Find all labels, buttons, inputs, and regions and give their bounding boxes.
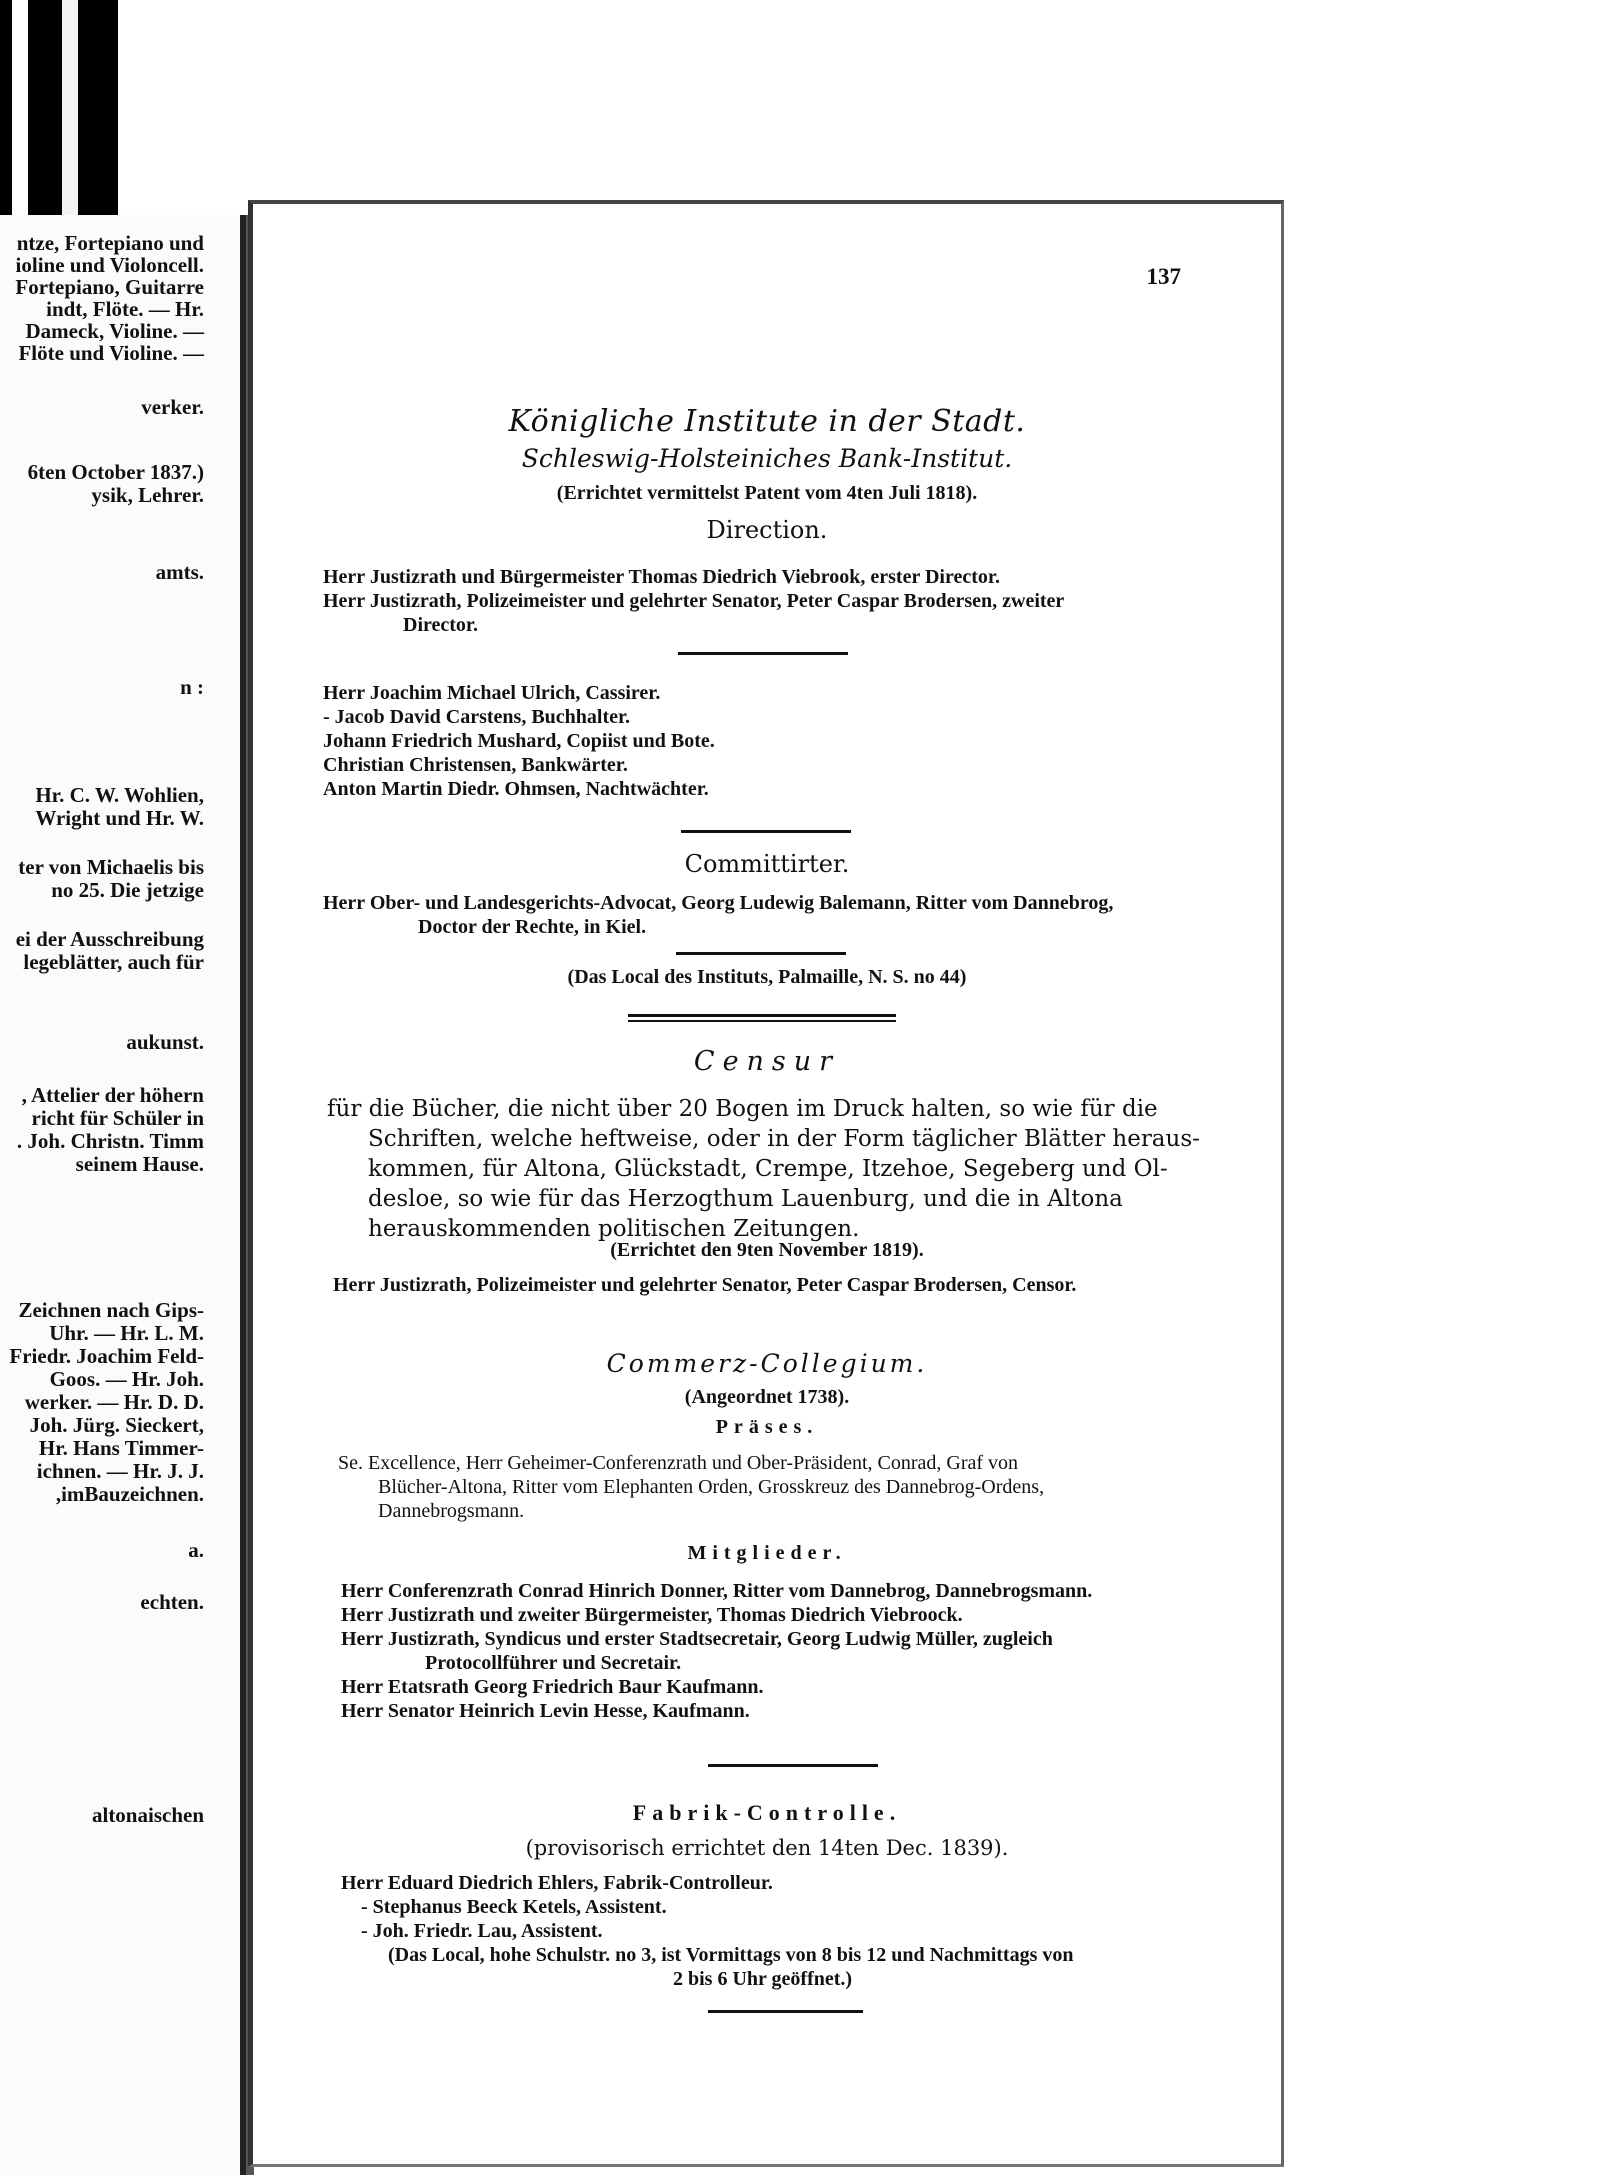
fabrik-line: - Joh. Friedr. Lau, Assistent.	[361, 1920, 603, 1942]
divider	[681, 830, 851, 833]
praeses-line: Se. Excellence, Herr Geheimer-Conferenzrath und Ober-Präsident, Conrad, Graf von	[338, 1452, 1019, 1474]
censur-line: für die Bücher, die nicht über 20 Bogen im Druck halten, so wie für die	[327, 1096, 1158, 1122]
censur-established: (Errichtet den 9ten November 1819).	[610, 1239, 924, 1261]
left-line: . Joh. Christn. Timm	[16, 1129, 204, 1153]
fabrik-line: - Stephanus Beeck Ketels, Assistent.	[361, 1896, 667, 1918]
left-line: verker.	[141, 395, 204, 419]
left-line: ter von Michaelis bis	[18, 855, 204, 879]
left-line: Friedr. Joachim Feld-	[9, 1344, 204, 1368]
left-line: ysik, Lehrer.	[91, 483, 204, 507]
left-line: werker. — Hr. D. D.	[24, 1390, 204, 1414]
censur-paragraph	[327, 1094, 1207, 1244]
fabrik-heading: Fabrik-Controlle.	[632, 1800, 902, 1825]
left-line: legeblätter, auch für	[23, 950, 204, 974]
direction-line: Herr Justizrath, Polizeimeister und gelehrter Senator, Peter Caspar Brodersen, zweiter	[323, 590, 1065, 612]
direction-heading: Direction.	[706, 516, 828, 544]
left-line: ei der Ausschreibung	[15, 927, 204, 951]
left-line: ioline und Violoncell.	[15, 253, 204, 277]
established-note: (Errichtet vermittelst Patent vom 4ten Juli 1818).	[556, 482, 978, 504]
left-line: seinem Hause.	[75, 1152, 204, 1176]
left-line: Flöte und Violine. —	[18, 341, 204, 365]
divider	[708, 2010, 863, 2013]
left-line: ,imBauzeichnen.	[55, 1482, 204, 1506]
left-line: altonaischen	[91, 1803, 204, 1827]
left-line: 6ten October 1837.)	[27, 460, 204, 484]
divider	[678, 652, 848, 655]
staff-line: Anton Martin Diedr. Ohmsen, Nachtwächter.	[323, 778, 709, 800]
left-line: Zeichnen nach Gips-	[18, 1298, 204, 1322]
staff-line: - Jacob David Carstens, Buchhalter.	[323, 706, 631, 728]
mitglieder-line: Herr Senator Heinrich Levin Hesse, Kaufmann.	[341, 1700, 750, 1722]
left-line: indt, Flöte. — Hr.	[46, 297, 204, 321]
divider	[708, 1764, 878, 1767]
left-line: a.	[188, 1538, 204, 1562]
divider-double	[628, 1014, 896, 1017]
praeses-line: Blücher-Altona, Ritter vom Elephanten Orden, Grosskreuz des Dannebrog-Ordens,	[378, 1476, 1045, 1498]
mitglieder-line: Herr Conferenzrath Conrad Hinrich Donner, Ritter vom Dannebrog, Dannebrogsmann.	[341, 1580, 1093, 1602]
censur-line: Schriften, welche heftweise, oder in der Form täglicher Blätter heraus-	[368, 1126, 1200, 1152]
mitglieder-line: Herr Justizrath und zweiter Bürgermeister, Thomas Diedrich Viebroock.	[341, 1604, 963, 1626]
main-page	[248, 200, 1284, 2167]
mitglieder-line: Herr Etatsrath Georg Friedrich Baur Kaufmann.	[341, 1676, 764, 1698]
left-line: Uhr. — Hr. L. M.	[49, 1321, 204, 1345]
left-line: amts.	[155, 560, 204, 584]
left-line: ichnen. — Hr. J. J.	[36, 1459, 204, 1483]
mitglieder-heading: Mitglieder.	[687, 1542, 847, 1564]
staff-line: Herr Joachim Michael Ulrich, Cassirer.	[323, 682, 661, 704]
fabrik-established: (provisorisch errichtet den 14ten Dec. 1839).	[525, 1836, 1009, 1860]
left-facing-page	[0, 215, 246, 2175]
fabrik-line: (Das Local, hohe Schulstr. no 3, ist Vormittags von 8 bis 12 und Nachmittags von	[388, 1944, 1074, 1966]
left-line: Joh. Jürg. Sieckert,	[29, 1413, 204, 1437]
local-note: (Das Local des Instituts, Palmaille, N. S. no 44)	[567, 966, 967, 988]
committirter-line: Herr Ober- und Landesgerichts-Advocat, Georg Ludewig Balemann, Ritter vom Dannebrog,	[323, 892, 1114, 914]
left-line: Wright und Hr. W.	[35, 806, 204, 830]
left-line: Hr. C. W. Wohlien,	[35, 783, 204, 807]
direction-line: Herr Justizrath und Bürgermeister Thomas Diedrich Viebrook, erster Director.	[323, 566, 1000, 588]
section-subtitle: Schleswig-Holsteiniches Bank-Institut.	[521, 444, 1013, 473]
censur-heading: Censur	[693, 1046, 841, 1077]
divider-double	[628, 1020, 896, 1022]
left-line: Dameck, Violine. —	[25, 319, 204, 343]
left-line: richt für Schüler in	[31, 1106, 204, 1130]
commerz-heading: Commerz-Collegium.	[606, 1349, 928, 1378]
staff-line: Johann Friedrich Mushard, Copiist und Bote.	[323, 730, 715, 752]
left-line: Hr. Hans Timmer-	[38, 1436, 204, 1460]
left-line: Fortepiano, Guitarre	[15, 275, 204, 299]
praeses-line: Dannebrogsmann.	[378, 1500, 525, 1522]
left-line: n :	[180, 675, 204, 699]
page-number: 137	[1146, 264, 1181, 289]
fabrik-line: 2 bis 6 Uhr geöffnet.)	[673, 1968, 853, 1990]
left-line: no 25. Die jetzige	[51, 878, 204, 902]
divider	[676, 952, 846, 955]
censur-line: herauskommenden politischen Zeitungen.	[368, 1216, 860, 1242]
left-line: aukunst.	[126, 1030, 204, 1054]
mitglieder-line: Protocollführer und Secretair.	[425, 1652, 682, 1674]
left-line: echten.	[140, 1590, 204, 1614]
fabrik-line: Herr Eduard Diedrich Ehlers, Fabrik-Controlleur.	[341, 1872, 773, 1894]
mitglieder-line: Herr Justizrath, Syndicus und erster Stadtsecretair, Georg Ludwig Müller, zugleich	[341, 1628, 1053, 1650]
direction-line: Director.	[403, 614, 478, 636]
committirter-line: Doctor der Rechte, in Kiel.	[418, 916, 647, 938]
left-line: , Attelier der höhern	[21, 1083, 204, 1107]
commerz-established: (Angeordnet 1738).	[684, 1386, 850, 1408]
section-title: Königliche Institute in der Stadt.	[508, 404, 1026, 439]
censur-line: kommen, für Altona, Glückstadt, Crempe, Itzehoe, Segeberg und Ol-	[368, 1156, 1168, 1182]
praeses-heading: Präses.	[715, 1416, 819, 1438]
staff-line: Christian Christensen, Bankwärter.	[323, 754, 628, 776]
censur-line: desloe, so wie für das Herzogthum Lauenburg, und die in Altona	[368, 1186, 1123, 1212]
left-line: ntze, Fortepiano und	[16, 231, 204, 255]
left-line: Goos. — Hr. Joh.	[49, 1367, 204, 1391]
committirter-heading: Committirter.	[684, 850, 850, 878]
censor-line: Herr Justizrath, Polizeimeister und gelehrter Senator, Peter Caspar Brodersen, Censor.	[333, 1274, 1077, 1296]
